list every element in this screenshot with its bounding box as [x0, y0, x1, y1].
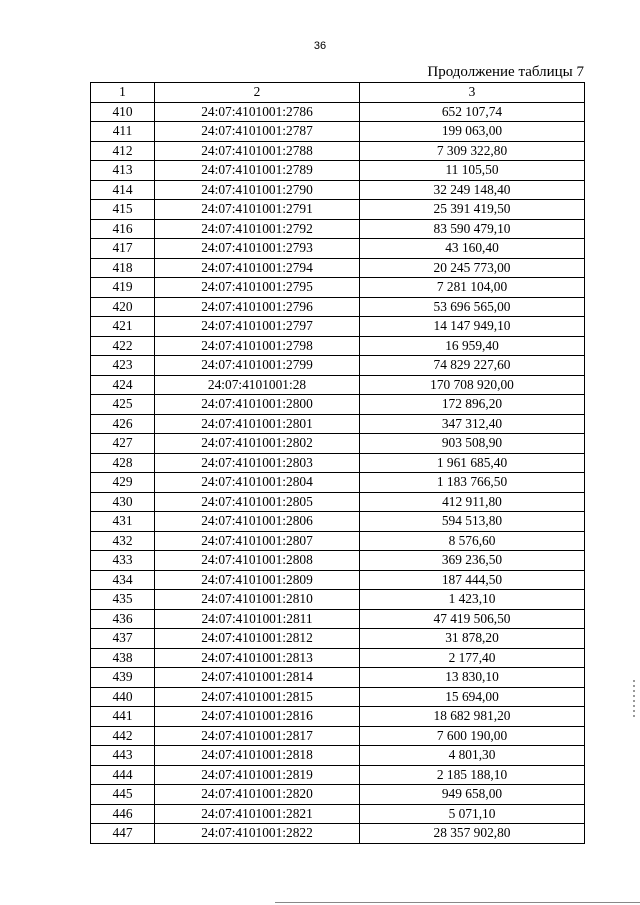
row-number-cell: 440	[91, 687, 155, 707]
cadastral-number-cell: 24:07:4101001:2800	[155, 395, 360, 415]
table-row	[91, 648, 585, 668]
value-cell: 11 105,50	[360, 161, 585, 181]
value-cell: 43 160,40	[360, 239, 585, 259]
value-cell: 25 391 419,50	[360, 200, 585, 220]
cadastral-number-cell: 24:07:4101001:2799	[155, 356, 360, 376]
cadastral-number-cell: 24:07:4101001:2817	[155, 726, 360, 746]
scan-edge-mark	[633, 680, 635, 720]
row-number-cell: 416	[91, 219, 155, 239]
row-number-cell: 445	[91, 785, 155, 805]
cadastral-number-cell: 24:07:4101001:2790	[155, 180, 360, 200]
cadastral-number-cell: 24:07:4101001:2792	[155, 219, 360, 239]
header-col-3: 3	[360, 83, 585, 103]
value-cell: 20 245 773,00	[360, 258, 585, 278]
value-cell: 2 177,40	[360, 648, 585, 668]
cadastral-number-cell: 24:07:4101001:2798	[155, 336, 360, 356]
table-row	[91, 336, 585, 356]
value-cell: 903 508,90	[360, 434, 585, 454]
table-row	[91, 434, 585, 454]
value-cell: 1 961 685,40	[360, 453, 585, 473]
row-number-cell: 414	[91, 180, 155, 200]
cadastral-table	[90, 82, 585, 844]
cadastral-number-cell: 24:07:4101001:2795	[155, 278, 360, 298]
cadastral-number-cell: 24:07:4101001:2801	[155, 414, 360, 434]
table-row	[91, 180, 585, 200]
value-cell: 83 590 479,10	[360, 219, 585, 239]
value-cell: 8 576,60	[360, 531, 585, 551]
value-cell: 74 829 227,60	[360, 356, 585, 376]
row-number-cell: 442	[91, 726, 155, 746]
row-number-cell: 418	[91, 258, 155, 278]
row-number-cell: 417	[91, 239, 155, 259]
cadastral-number-cell: 24:07:4101001:2811	[155, 609, 360, 629]
table-row	[91, 200, 585, 220]
cadastral-number-cell: 24:07:4101001:2807	[155, 531, 360, 551]
cadastral-number-cell: 24:07:4101001:2806	[155, 512, 360, 532]
table-row	[91, 375, 585, 395]
value-cell: 53 696 565,00	[360, 297, 585, 317]
cadastral-number-cell: 24:07:4101001:2814	[155, 668, 360, 688]
value-cell: 7 309 322,80	[360, 141, 585, 161]
value-cell: 5 071,10	[360, 804, 585, 824]
cadastral-number-cell: 24:07:4101001:2791	[155, 200, 360, 220]
row-number-cell: 411	[91, 122, 155, 142]
row-number-cell: 447	[91, 824, 155, 844]
row-number-cell: 446	[91, 804, 155, 824]
bottom-rule	[275, 902, 640, 903]
table-caption: Продолжение таблицы 7	[427, 64, 584, 80]
cadastral-number-cell: 24:07:4101001:2786	[155, 102, 360, 122]
value-cell: 14 147 949,10	[360, 317, 585, 337]
value-cell: 949 658,00	[360, 785, 585, 805]
row-number-cell: 410	[91, 102, 155, 122]
header-col-1: 1	[91, 83, 155, 103]
page-number: 36	[313, 40, 327, 52]
cadastral-number-cell: 24:07:4101001:2808	[155, 551, 360, 571]
row-number-cell: 421	[91, 317, 155, 337]
value-cell: 18 682 981,20	[360, 707, 585, 727]
table-row	[91, 278, 585, 298]
row-number-cell: 431	[91, 512, 155, 532]
value-cell: 594 513,80	[360, 512, 585, 532]
row-number-cell: 419	[91, 278, 155, 298]
value-cell: 7 281 104,00	[360, 278, 585, 298]
row-number-cell: 441	[91, 707, 155, 727]
value-cell: 172 896,20	[360, 395, 585, 415]
row-number-cell: 425	[91, 395, 155, 415]
table-row	[91, 239, 585, 259]
table-row	[91, 531, 585, 551]
cadastral-number-cell: 24:07:4101001:2803	[155, 453, 360, 473]
row-number-cell: 439	[91, 668, 155, 688]
value-cell: 31 878,20	[360, 629, 585, 649]
table-row	[91, 726, 585, 746]
row-number-cell: 435	[91, 590, 155, 610]
row-number-cell: 432	[91, 531, 155, 551]
table-row	[91, 609, 585, 629]
table-row	[91, 707, 585, 727]
cadastral-number-cell: 24:07:4101001:2789	[155, 161, 360, 181]
table-row	[91, 551, 585, 571]
table-row	[91, 453, 585, 473]
table-row	[91, 590, 585, 610]
value-cell: 369 236,50	[360, 551, 585, 571]
cadastral-number-cell: 24:07:4101001:2796	[155, 297, 360, 317]
cadastral-number-cell: 24:07:4101001:2822	[155, 824, 360, 844]
row-number-cell: 413	[91, 161, 155, 181]
table-row	[91, 512, 585, 532]
table-row	[91, 785, 585, 805]
header-col-2: 2	[155, 83, 360, 103]
cadastral-number-cell: 24:07:4101001:2812	[155, 629, 360, 649]
value-cell: 2 185 188,10	[360, 765, 585, 785]
cadastral-number-cell: 24:07:4101001:2793	[155, 239, 360, 259]
table-row	[91, 317, 585, 337]
table-row	[91, 297, 585, 317]
table-row	[91, 122, 585, 142]
cadastral-number-cell: 24:07:4101001:2802	[155, 434, 360, 454]
table-row	[91, 824, 585, 844]
table-row	[91, 258, 585, 278]
table-row	[91, 414, 585, 434]
row-number-cell: 427	[91, 434, 155, 454]
table-row	[91, 356, 585, 376]
cadastral-number-cell: 24:07:4101001:2818	[155, 746, 360, 766]
row-number-cell: 424	[91, 375, 155, 395]
cadastral-number-cell: 24:07:4101001:28	[155, 375, 360, 395]
cadastral-number-cell: 24:07:4101001:2813	[155, 648, 360, 668]
cadastral-number-cell: 24:07:4101001:2794	[155, 258, 360, 278]
row-number-cell: 420	[91, 297, 155, 317]
row-number-cell: 415	[91, 200, 155, 220]
row-number-cell: 412	[91, 141, 155, 161]
table-header-row	[91, 83, 585, 103]
value-cell: 32 249 148,40	[360, 180, 585, 200]
table-row	[91, 395, 585, 415]
table-row	[91, 492, 585, 512]
row-number-cell: 428	[91, 453, 155, 473]
cadastral-number-cell: 24:07:4101001:2797	[155, 317, 360, 337]
row-number-cell: 437	[91, 629, 155, 649]
table-row	[91, 473, 585, 493]
value-cell: 47 419 506,50	[360, 609, 585, 629]
value-cell: 199 063,00	[360, 122, 585, 142]
value-cell: 15 694,00	[360, 687, 585, 707]
table-row	[91, 804, 585, 824]
value-cell: 1 423,10	[360, 590, 585, 610]
table-row	[91, 219, 585, 239]
row-number-cell: 430	[91, 492, 155, 512]
row-number-cell: 443	[91, 746, 155, 766]
table-row	[91, 141, 585, 161]
cadastral-number-cell: 24:07:4101001:2787	[155, 122, 360, 142]
table-row	[91, 765, 585, 785]
value-cell: 187 444,50	[360, 570, 585, 590]
cadastral-number-cell: 24:07:4101001:2819	[155, 765, 360, 785]
table-row	[91, 746, 585, 766]
table-row	[91, 102, 585, 122]
row-number-cell: 444	[91, 765, 155, 785]
cadastral-number-cell: 24:07:4101001:2816	[155, 707, 360, 727]
value-cell: 16 959,40	[360, 336, 585, 356]
row-number-cell: 436	[91, 609, 155, 629]
cadastral-number-cell: 24:07:4101001:2820	[155, 785, 360, 805]
row-number-cell: 434	[91, 570, 155, 590]
value-cell: 170 708 920,00	[360, 375, 585, 395]
cadastral-number-cell: 24:07:4101001:2815	[155, 687, 360, 707]
cadastral-number-cell: 24:07:4101001:2788	[155, 141, 360, 161]
row-number-cell: 426	[91, 414, 155, 434]
row-number-cell: 429	[91, 473, 155, 493]
table-row	[91, 161, 585, 181]
table-row	[91, 570, 585, 590]
table-row	[91, 629, 585, 649]
value-cell: 1 183 766,50	[360, 473, 585, 493]
value-cell: 4 801,30	[360, 746, 585, 766]
cadastral-number-cell: 24:07:4101001:2809	[155, 570, 360, 590]
value-cell: 7 600 190,00	[360, 726, 585, 746]
value-cell: 13 830,10	[360, 668, 585, 688]
table-row	[91, 668, 585, 688]
value-cell: 652 107,74	[360, 102, 585, 122]
cadastral-number-cell: 24:07:4101001:2805	[155, 492, 360, 512]
value-cell: 347 312,40	[360, 414, 585, 434]
row-number-cell: 433	[91, 551, 155, 571]
row-number-cell: 422	[91, 336, 155, 356]
table-row	[91, 687, 585, 707]
value-cell: 28 357 902,80	[360, 824, 585, 844]
value-cell: 412 911,80	[360, 492, 585, 512]
cadastral-number-cell: 24:07:4101001:2810	[155, 590, 360, 610]
cadastral-number-cell: 24:07:4101001:2821	[155, 804, 360, 824]
row-number-cell: 423	[91, 356, 155, 376]
row-number-cell: 438	[91, 648, 155, 668]
cadastral-number-cell: 24:07:4101001:2804	[155, 473, 360, 493]
